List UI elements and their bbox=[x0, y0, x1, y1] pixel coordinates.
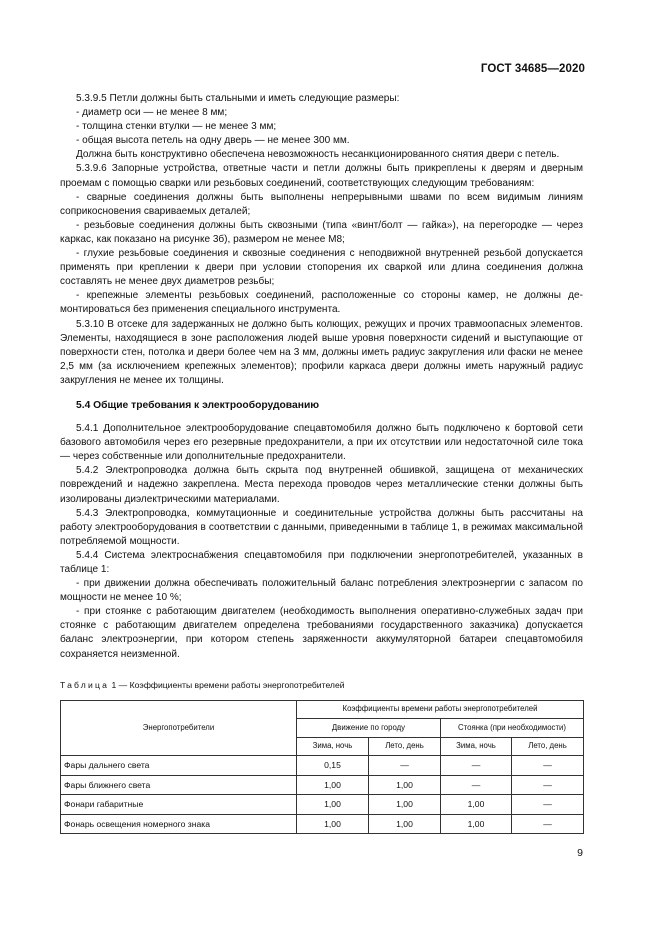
table-cell: 1,00 bbox=[369, 775, 441, 795]
header-parking: Стоянка (при необходимости) bbox=[441, 719, 584, 738]
table-cell: 1,00 bbox=[441, 814, 512, 834]
document-standard-header: ГОСТ 34685—2020 bbox=[480, 63, 585, 75]
clause-5-3-9-5: 5.3.9.5 Петли должны быть стальными и иметь следующие размеры: bbox=[76, 93, 400, 104]
clause-5-3-10: 5.3.10 В отсеке для задержанных не должно быть колющих, режущих и прочих травмоопасных элементов. Элементы, находящиеся в зоне расположения людей выше уровня поверхности сидений и выступающие от поверхности стен, потолка и двери более чем на 3 мм, должны иметь радиус закругления или фаски не менее 2,5 мм (за исключением крепежных элементов); профили каркаса двери должны иметь наружный радиус закругления не менее их толщины. bbox=[60, 318, 583, 386]
table-cell: — bbox=[441, 775, 512, 795]
list-item-driving-balance: - при движении должна обеспечивать положительный баланс потребления электроэнергии с запасом по мощности не менее 10 %; bbox=[60, 578, 583, 604]
clause-5-4-4: 5.4.4 Система электроснабжения спецавтомобиля при подключении энергопотребителей, указанных в таблице 1: bbox=[60, 549, 583, 575]
list-item-threaded-joints: - резьбовые соединения должны быть сквозными (типа «винт/болт — гайка»), на перегородке — через каркас, как показано на рисунке 3б), размером не менее М8; bbox=[60, 219, 583, 245]
row-name: Фары дальнего света bbox=[61, 756, 297, 776]
table-row bbox=[61, 756, 584, 776]
table-cell: 1,00 bbox=[441, 795, 512, 815]
table-caption-text: 1 — Коэффициенты времени работы энергопотребителей bbox=[109, 679, 345, 690]
table-caption-word: Таблица bbox=[60, 679, 110, 690]
header-coefficients: Коэффициенты времени работы энергопотребителей bbox=[297, 700, 584, 719]
clause-5-4-2: 5.4.2 Электропроводка должна быть скрыта под внутренней обшивкой, защищена от механических повреждений и надежно закреплена. Места перехода проводов через металлические стенки должны быть изолированы диэлектрическими материалами. bbox=[60, 465, 583, 505]
clause-5-3-9-6: 5.3.9.6 Запорные устройства, ответные части и петли должны быть прикреплены к дверям и дверным проемам с помощью сварки или резьбовых соединений, соответствующих следующим требованиям: bbox=[60, 163, 583, 189]
list-item-welded-joints: - сварные соединения должны быть выполнены непрерывными швами по всем видимым линиям соприкосновения свариваемых деталей; bbox=[60, 191, 583, 217]
table-row bbox=[61, 775, 584, 795]
header-consumers: Энергопотребители bbox=[61, 700, 297, 756]
section-heading-5-4: 5.4 Общие требования к электрооборудованию bbox=[76, 399, 320, 411]
table-cell: — bbox=[512, 756, 584, 776]
list-item-blind-threaded-joints: - глухие резьбовые соединения и сквозные соединения с неподвижной внутренней резьбой допускается применять при креплении к двери при условии стопорения их сваркой или длина соединения должна составлять не менее двух диаметров резьбы; bbox=[60, 248, 583, 288]
clause-5-4-3: 5.4.3 Электропроводка, коммутационные и соединительные устройства должны быть рассчитаны на работу электрооборудования в соответствии с данными, приведенными в таблице 1, в режимах максимальной потребляемой мощности. bbox=[60, 507, 583, 547]
table-cell: 1,00 bbox=[297, 795, 369, 815]
table-cell: — bbox=[441, 756, 512, 776]
consumers-table bbox=[60, 700, 584, 835]
document-body bbox=[60, 92, 583, 834]
header-winter-night: Зима, ночь bbox=[441, 737, 512, 756]
list-item-sleeve-thickness: - толщина стенки втулки — не менее 3 мм; bbox=[76, 121, 277, 133]
table-cell: — bbox=[512, 775, 584, 795]
clause-5-4-1: 5.4.1 Дополнительное электрооборудование спецавтомобиля должно быть подключено к бортовой сети базового автомобиля через его резервные предохранители, а при их отсутствии или недостаточной силе тока — через собственные или дополнительные предохранители. bbox=[60, 423, 583, 463]
table-row bbox=[61, 814, 584, 834]
table-cell: 1,00 bbox=[369, 814, 441, 834]
table-cell: 1,00 bbox=[297, 814, 369, 834]
table-cell: 1,00 bbox=[369, 795, 441, 815]
table-cell: — bbox=[512, 795, 584, 815]
list-item-parking-balance: - при стоянке с работающим двигателем (необходимость выполнения оперативно-служебных задач при стоянке с работающим двигателем определена требованиями государственного заказчика) допускается баланс электроэнергии, при котором степень заряженности аккумуляторной батареи спецавтомобиля сохраняется неизменной. bbox=[60, 606, 583, 660]
header-summer-day: Лето, день bbox=[369, 737, 441, 756]
table-row bbox=[61, 795, 584, 815]
row-name: Фары ближнего света bbox=[61, 775, 297, 795]
table-cell: 1,00 bbox=[297, 775, 369, 795]
list-item-fasteners: - крепежные элементы резьбовых соединений, расположенные со стороны камер, не должны демонтироваться без применения специального инструмента. bbox=[60, 290, 583, 316]
table-cell: — bbox=[369, 756, 441, 776]
row-name: Фонари габаритные bbox=[61, 795, 297, 815]
page-number: 9 bbox=[577, 847, 583, 859]
list-item-hinge-height: - общая высота петель на одну дверь — не менее 300 мм. bbox=[76, 135, 350, 147]
paragraph-door-removal: Должна быть конструктивно обеспечена невозможность несанкционированного снятия двери с петель. bbox=[76, 149, 560, 161]
table-caption bbox=[60, 678, 583, 692]
header-city-driving: Движение по городу bbox=[297, 719, 441, 738]
header-winter-night: Зима, ночь bbox=[297, 737, 369, 756]
list-item-axis-diameter: - диаметр оси — не менее 8 мм; bbox=[76, 107, 228, 119]
header-summer-day: Лето, день bbox=[512, 737, 584, 756]
row-name: Фонарь освещения номерного знака bbox=[61, 814, 297, 834]
table-cell: — bbox=[512, 814, 584, 834]
table-cell: 0,15 bbox=[297, 756, 369, 776]
